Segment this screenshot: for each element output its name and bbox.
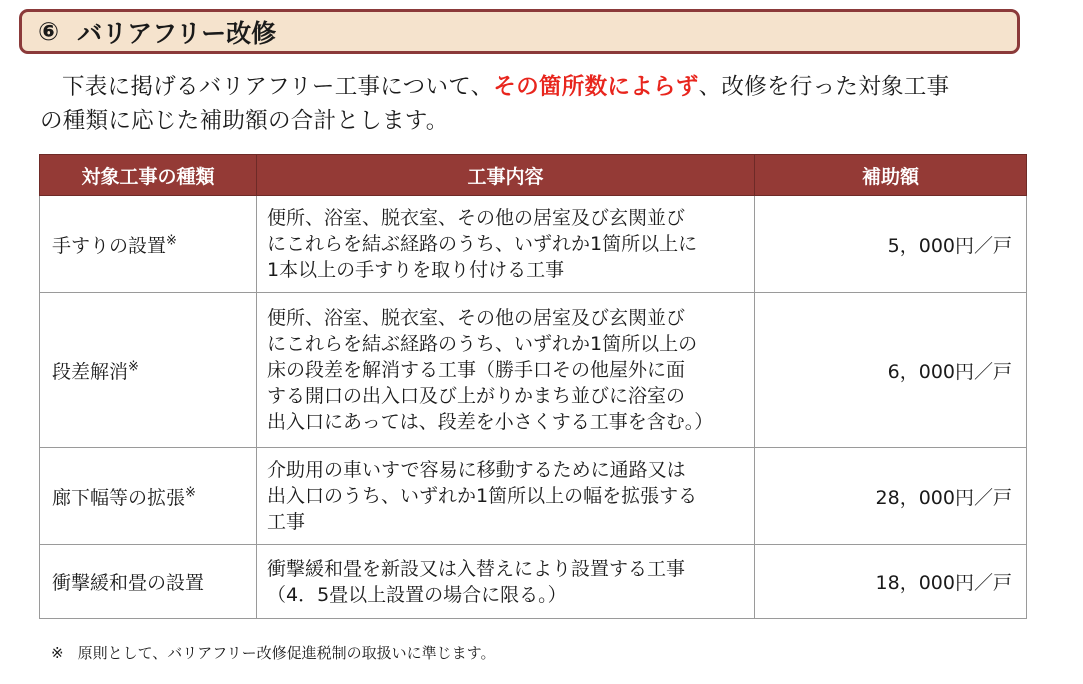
work-type-cell bbox=[40, 448, 257, 545]
work-content-line: 1本以上の手すりを取り付ける工事 bbox=[267, 259, 565, 281]
subsidy-amount-cell: 28，000円／戸 bbox=[755, 448, 1027, 545]
work-type-label: 手すりの設置 bbox=[52, 234, 167, 257]
table-row bbox=[40, 545, 1027, 619]
intro-paragraph bbox=[40, 70, 1030, 138]
section-title: バリアフリー改修 bbox=[77, 18, 277, 48]
intro-text-before: 下表に掲げるバリアフリー工事について、 bbox=[62, 74, 494, 100]
work-content-line: 便所、浴室、脱衣室、その他の居室及び玄関並び bbox=[267, 307, 686, 329]
subsidy-amount-cell: 5，000円／戸 bbox=[755, 196, 1027, 293]
work-type-label: 廊下幅等の拡張 bbox=[52, 486, 186, 509]
intro-text-after: 、改修を行った対象工事 bbox=[698, 74, 950, 100]
work-content-line: 出入口にあっては、段差を小さくする工事を含む。） bbox=[267, 411, 714, 433]
intro-line-2: の種類に応じた補助額の合計とします。 bbox=[40, 108, 449, 134]
work-content-line: 出入口のうち、いずれか1箇所以上の幅を拡張する bbox=[267, 485, 698, 507]
work-content-line: 便所、浴室、脱衣室、その他の居室及び玄関並び bbox=[267, 207, 686, 229]
work-content-line: する開口の出入口及び上がりかまち並びに浴室の bbox=[267, 385, 686, 407]
subsidy-table bbox=[39, 154, 1027, 619]
table-header-row bbox=[40, 155, 1027, 196]
work-type-label: 段差解消 bbox=[52, 360, 129, 383]
work-content-line: 工事 bbox=[267, 511, 306, 533]
intro-emphasis: その箇所数によらず bbox=[493, 74, 699, 100]
header-subsidy-amount: 補助額 bbox=[755, 155, 1027, 196]
work-type-cell bbox=[40, 293, 257, 448]
header-work-content: 工事内容 bbox=[257, 155, 755, 196]
table-row bbox=[40, 448, 1027, 545]
work-content-line: 衝撃緩和畳を新設又は入替えにより設置する工事 bbox=[267, 557, 686, 580]
section-number: ⑥ bbox=[38, 17, 60, 46]
work-content-cell bbox=[257, 448, 755, 545]
work-type-label: 衝撃緩和畳の設置 bbox=[52, 572, 205, 594]
note-mark: ※ bbox=[128, 359, 139, 375]
work-content-cell bbox=[257, 196, 755, 293]
section-header bbox=[19, 9, 1020, 54]
work-content-line: にこれらを結ぶ経路のうち、いずれか1箇所以上の bbox=[267, 333, 698, 355]
note-mark: ※ bbox=[185, 485, 196, 501]
work-type-cell bbox=[40, 545, 257, 619]
work-content-line: 介助用の車いすで容易に移動するために通路又は bbox=[267, 459, 686, 481]
work-type-cell bbox=[40, 196, 257, 293]
work-content-cell bbox=[257, 545, 755, 619]
footnote-mark: ※ bbox=[51, 644, 64, 662]
work-content-line: 床の段差を解消する工事（勝手口その他屋外に面 bbox=[267, 359, 686, 381]
footnote bbox=[51, 642, 495, 663]
intro-line-1 bbox=[40, 70, 1030, 104]
subsidy-amount-cell: 18，000円／戸 bbox=[755, 545, 1027, 619]
work-content-line: にこれらを結ぶ経路のうち、いずれか1箇所以上に bbox=[267, 233, 698, 255]
note-mark: ※ bbox=[166, 233, 177, 249]
work-content-cell bbox=[257, 293, 755, 448]
table-row bbox=[40, 196, 1027, 293]
header-work-type: 対象工事の種類 bbox=[40, 155, 257, 196]
subsidy-amount-cell: 6，000円／戸 bbox=[755, 293, 1027, 448]
work-content-line: （4．5畳以上設置の場合に限る。） bbox=[267, 583, 567, 606]
table-row bbox=[40, 293, 1027, 448]
footnote-text: 原則として、バリアフリー改修促進税制の取扱いに準じます。 bbox=[77, 644, 496, 662]
